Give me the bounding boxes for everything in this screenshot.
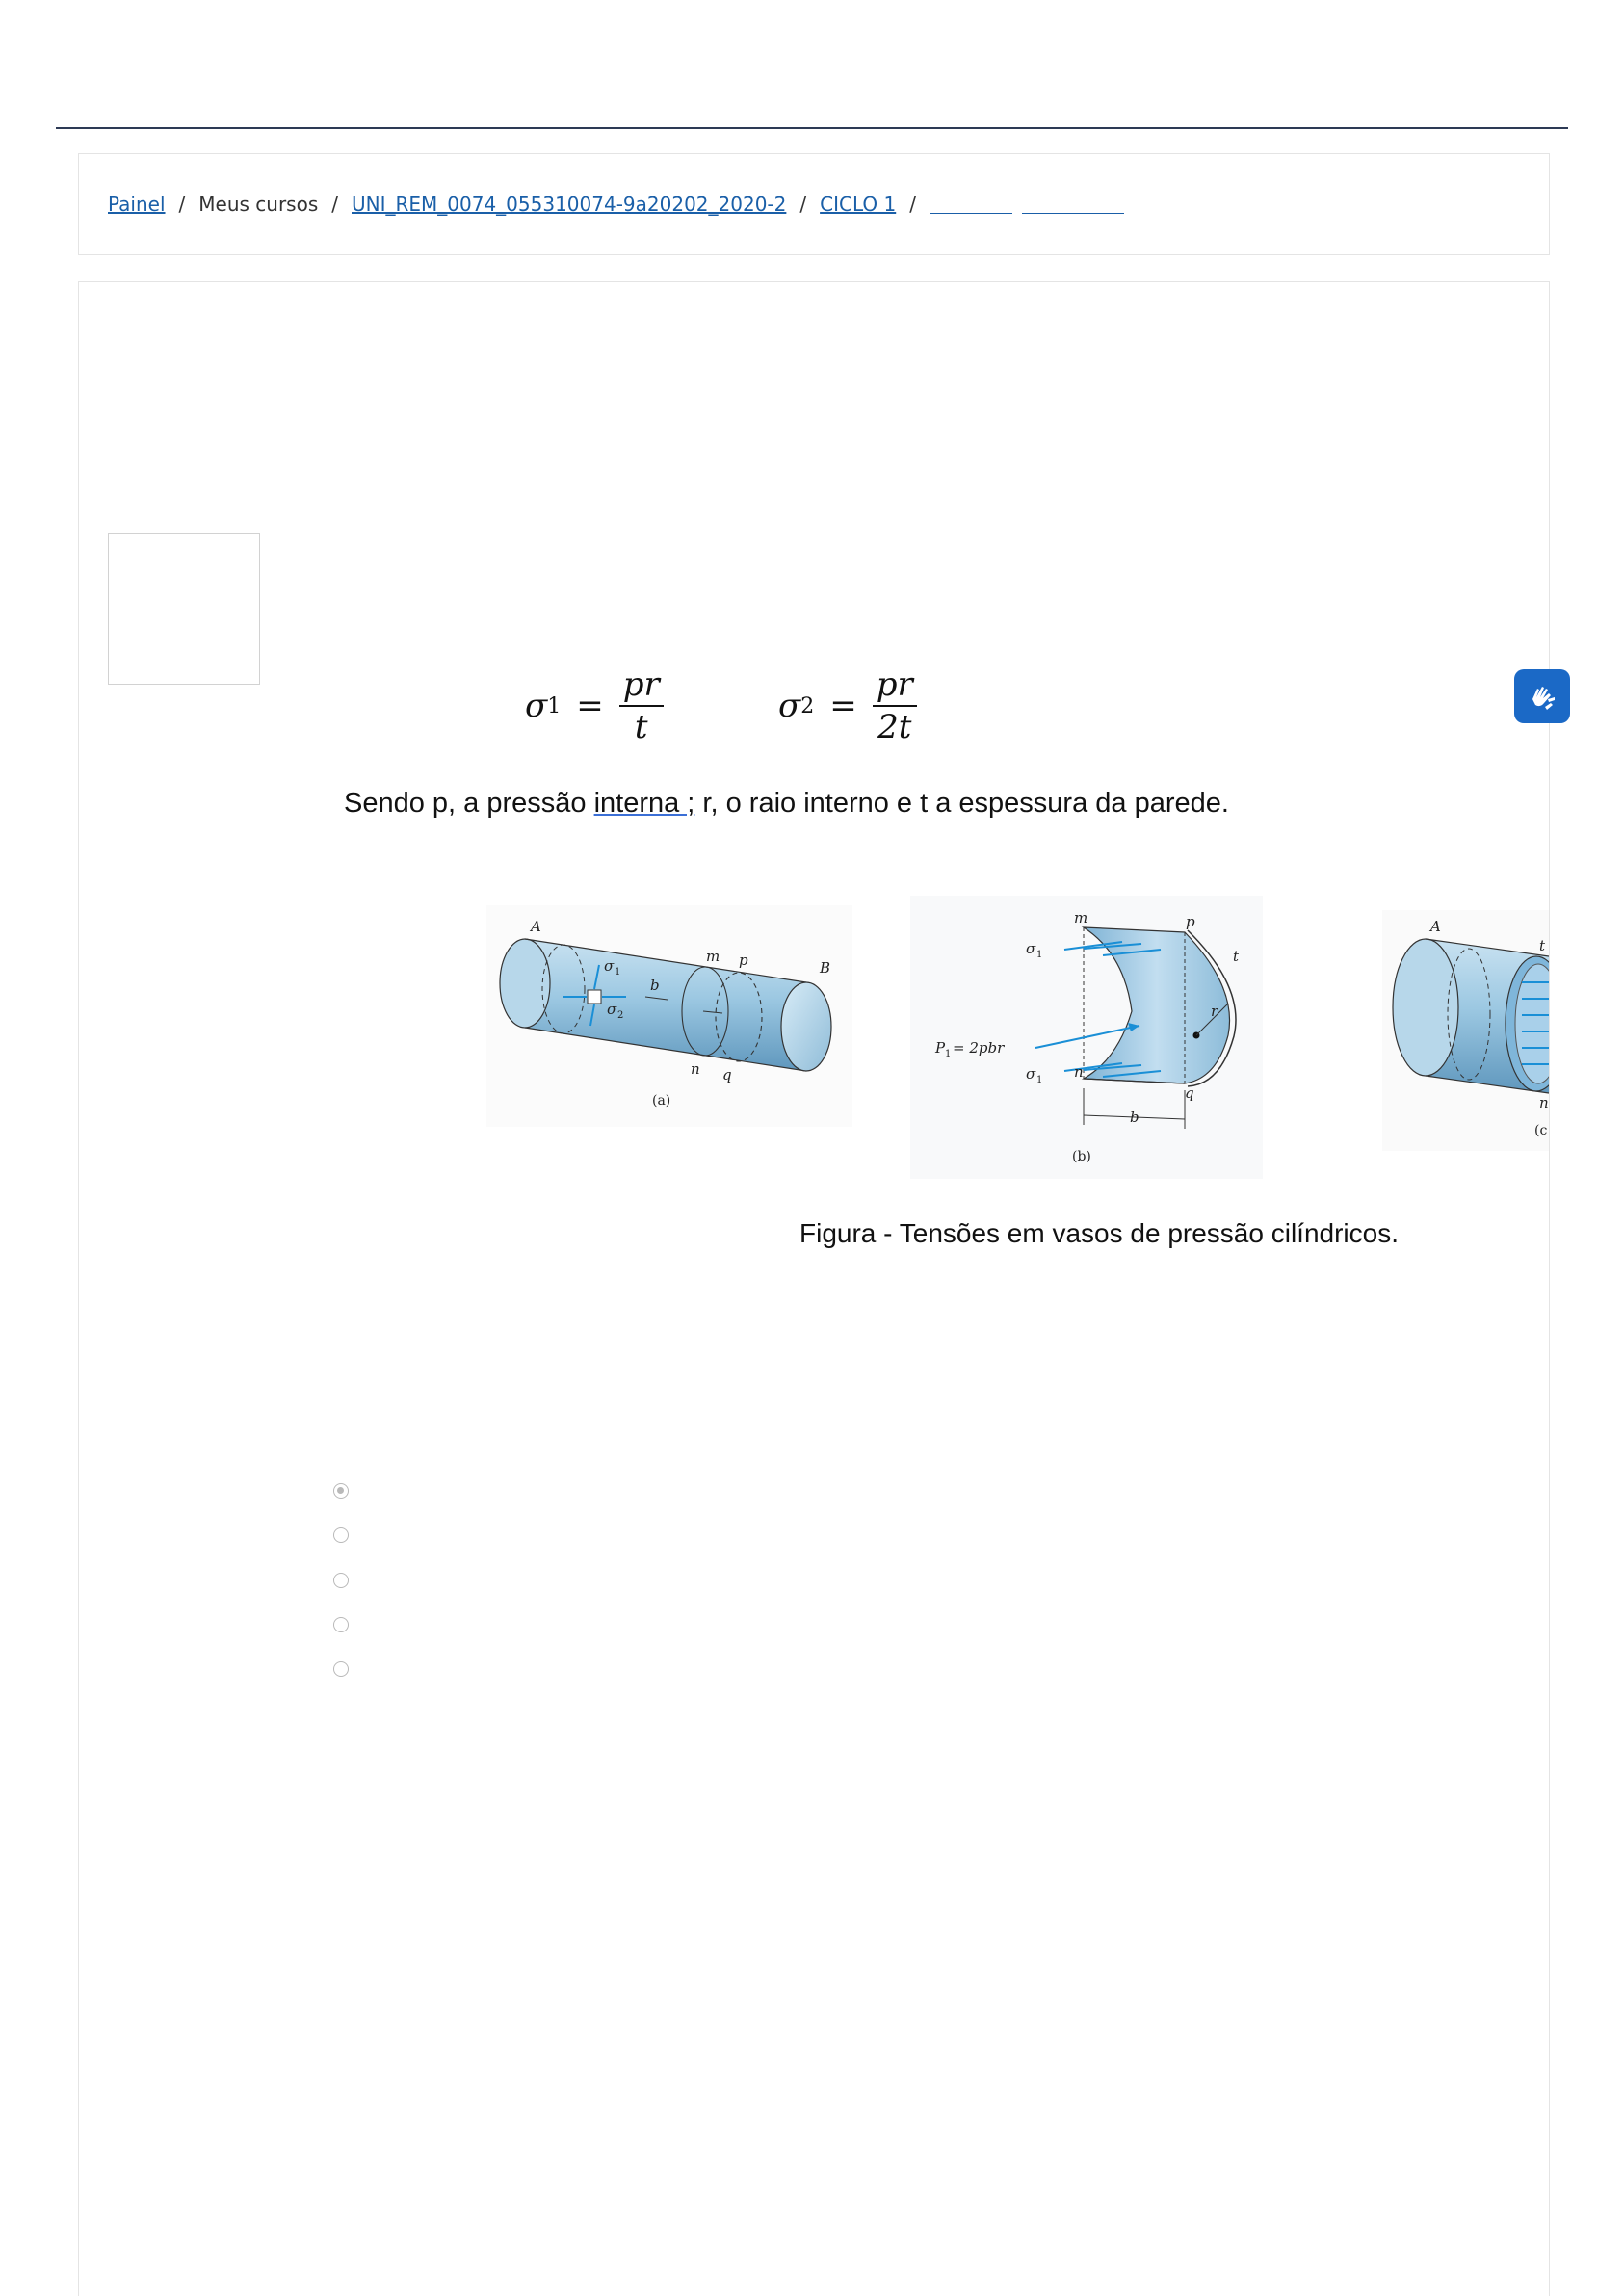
breadcrumb-link-course[interactable]: UNI_REM_0074_055310074-9a20202_2020-2 bbox=[352, 193, 787, 216]
breadcrumb-link-hidden-1[interactable] bbox=[930, 196, 1012, 214]
formula-sigma1-subscript: 1 bbox=[547, 693, 562, 718]
figure-b-label-sigma1-top: σ bbox=[1026, 940, 1036, 957]
figure-b-label-p: p bbox=[1186, 913, 1195, 930]
breadcrumb-separator: / bbox=[331, 193, 338, 216]
figure-c-label-n: n bbox=[1539, 1094, 1549, 1111]
figure-b bbox=[910, 896, 1263, 1179]
figure-a-label-A: A bbox=[531, 918, 541, 935]
figure-a-label-p: p bbox=[739, 952, 748, 969]
figure-b-label-m: m bbox=[1074, 909, 1088, 926]
answer-option-radio-2[interactable] bbox=[333, 1527, 349, 1543]
breadcrumb-separator: / bbox=[799, 193, 807, 216]
figure-a-label-q: q bbox=[722, 1066, 732, 1083]
answer-option-radio-5[interactable] bbox=[333, 1661, 349, 1677]
figure-c-label-t: t bbox=[1539, 937, 1546, 954]
figure-a-label-sigma1-sub: 1 bbox=[615, 967, 621, 978]
breadcrumb-separator: / bbox=[909, 193, 916, 216]
breadcrumb-link-ciclo[interactable]: CICLO 1 bbox=[820, 193, 897, 216]
formula-sigma1-symbol: σ bbox=[525, 687, 548, 725]
answer-option-radio-1[interactable] bbox=[333, 1483, 349, 1499]
formula-equals: = bbox=[829, 687, 857, 725]
breadcrumb-card bbox=[78, 153, 1550, 255]
formula-numerator: pr bbox=[619, 668, 664, 707]
figure-a-label-B: B bbox=[820, 959, 831, 977]
question-description bbox=[344, 788, 1229, 820]
accessibility-button[interactable] bbox=[1514, 669, 1570, 723]
formula-sigma2 bbox=[778, 663, 917, 749]
question-info-box bbox=[108, 533, 260, 685]
hand-sign-language-icon bbox=[1526, 680, 1559, 713]
figure-caption: Figura - Tensões em vasos de pressão cilíndricos. bbox=[799, 1218, 1399, 1248]
figure-c-label-A: A bbox=[1430, 918, 1441, 935]
figure-b-caption: (b) bbox=[1072, 1149, 1091, 1164]
formula-sigma1-fraction bbox=[619, 665, 664, 746]
formula-sigma2-fraction bbox=[873, 665, 917, 746]
description-prefix: Sendo p, a pressão bbox=[344, 788, 594, 819]
figure-c bbox=[1382, 910, 1549, 1151]
figure-b-label-P1: P bbox=[935, 1039, 946, 1057]
description-underlined: interna ; bbox=[593, 788, 695, 819]
figure-b-label-r: r bbox=[1211, 1003, 1218, 1020]
figure-a bbox=[486, 905, 852, 1127]
figure-b-label-n: n bbox=[1074, 1063, 1084, 1081]
figure-a-label-b: b bbox=[650, 977, 660, 994]
figure-b-label-t: t bbox=[1233, 948, 1240, 965]
breadcrumb-separator: / bbox=[178, 193, 186, 216]
figure-a-caption: (a) bbox=[652, 1093, 671, 1109]
description-suffix: r, o raio interno e t a espessura da parede. bbox=[694, 788, 1229, 819]
answer-option-radio-4[interactable] bbox=[333, 1617, 349, 1632]
breadcrumb-link-hidden-2[interactable] bbox=[1022, 196, 1124, 214]
header-divider bbox=[56, 127, 1568, 129]
figure-b-label-sigma1-bottom-sub: 1 bbox=[1036, 1075, 1043, 1085]
formula-sigma2-symbol: σ bbox=[778, 687, 801, 725]
formula-sigma2-subscript: 2 bbox=[800, 693, 815, 718]
figure-b-label-b: b bbox=[1130, 1109, 1139, 1126]
figure-b-label-sigma1-top-sub: 1 bbox=[1036, 950, 1043, 960]
formula-numerator: pr bbox=[873, 668, 917, 707]
figure-c-caption: (c bbox=[1534, 1123, 1548, 1138]
breadcrumb-link-painel[interactable]: Painel bbox=[108, 193, 166, 216]
figure-a-label-n: n bbox=[691, 1060, 700, 1078]
formula-denominator: t bbox=[634, 708, 648, 746]
figure-b-label-sigma1-bottom: σ bbox=[1026, 1065, 1036, 1083]
figure-b-label-q: q bbox=[1185, 1084, 1194, 1102]
figure-b-label-P1-eq: = 2pbr bbox=[953, 1039, 1005, 1057]
figure-a-label-sigma2-sub: 2 bbox=[617, 1010, 624, 1021]
question-card bbox=[78, 281, 1550, 2296]
figure-a-label-sigma2: σ bbox=[607, 1001, 617, 1018]
formula-equals: = bbox=[576, 687, 604, 725]
figure-a-label-m: m bbox=[706, 948, 720, 965]
formula-sigma1 bbox=[525, 663, 664, 749]
answer-option-radio-3[interactable] bbox=[333, 1573, 349, 1588]
breadcrumb-meus-cursos: Meus cursos bbox=[198, 193, 319, 216]
figure-a-label-sigma1: σ bbox=[604, 957, 615, 975]
figure-b-label-P1-sub: 1 bbox=[945, 1049, 952, 1059]
formula-denominator: 2t bbox=[877, 708, 912, 746]
breadcrumb bbox=[108, 193, 1124, 216]
